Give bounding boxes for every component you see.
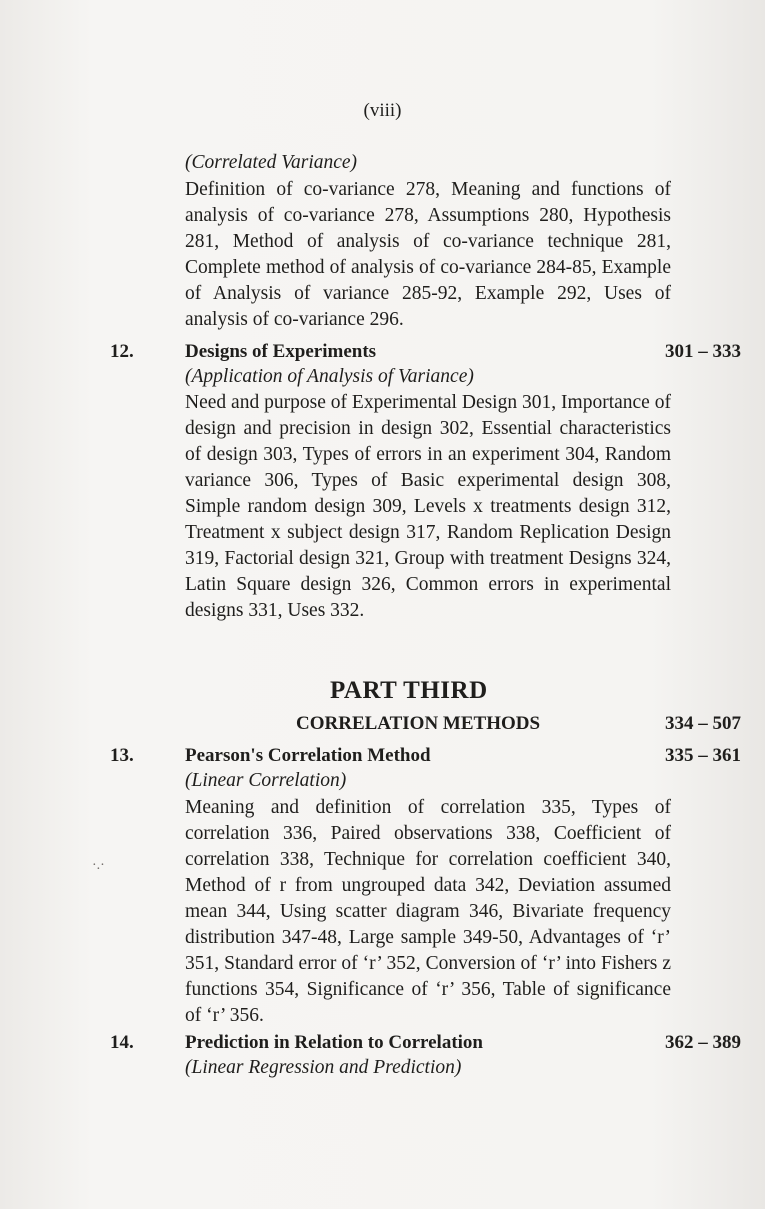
part-subtitle: CORRELATION METHODS xyxy=(296,713,541,734)
chapter-12-title: Designs of Experiments xyxy=(185,341,377,362)
intro-text: Definition of co-variance 278, Meaning and functions of analysis of co-variance 278, Assumptions 280, Hypothesis 281, Method of analysis of co-variance technique 281, Complete method of analysis of co-variance 284-85, Example of Analysis of variance 285-92, Example 292, Uses of analysis of co-variance 296. xyxy=(185,179,671,330)
chapter-13-title: Pearson's Correlation Method xyxy=(185,745,431,766)
chapter-12-number: 12. xyxy=(110,341,134,362)
chapter-14-number: 14. xyxy=(110,1032,134,1053)
chapter-13-number: 13. xyxy=(110,745,134,766)
chapter-13-text: Meaning and definition of correlation 335, Types of correlation 336, Paired observations 338, Coefficient of correlation 338, Technique for correlation coefficient 340, Method of r from ungrouped data 342, Deviation assumed mean 344, Using scatter diagram 346, Bivariate frequency distribution 347-48, Large sample 349-50, Advantages of ‘r’ 351, Standard error of ‘r’ 352, Conversion of ‘r’ into Fishers z functions 354, Significance of ‘r’ 356, Table of significance of ‘r’ 356. xyxy=(185,797,671,1026)
chapter-13-page-range: 335 – 361 xyxy=(665,745,741,766)
part-page-range: 334 – 507 xyxy=(665,713,741,734)
chapter-14-page-range: 362 – 389 xyxy=(665,1032,741,1053)
chapter-13-subtitle: (Linear Correlation) xyxy=(185,770,347,791)
chapter-12-text: Need and purpose of Experimental Design 301, Importance of design and precision in design 302, Essential characteristics of design 303, Types of errors in an experiment 304, Random variance 306, Types of Basic experimental design 308, Simple random design 309, Levels x treatments design 312, Treatment x subject design 317, Random Replication Design 319, Factorial design 321, Group with treatment Designs 324, Latin Square design 326, Common errors in experimental designs 331, Uses 332. xyxy=(185,392,671,621)
chapter-14-subtitle: (Linear Regression and Prediction) xyxy=(185,1057,462,1078)
chapter-12-subtitle: (Application of Analysis of Variance) xyxy=(185,366,474,387)
page-number: (viii) xyxy=(363,100,402,121)
chapter-14-title: Prediction in Relation to Correlation xyxy=(185,1032,483,1053)
intro-subtitle: (Correlated Variance) xyxy=(185,152,358,173)
chapter-12-page-range: 301 – 333 xyxy=(665,341,741,362)
part-title: PART THIRD xyxy=(330,677,488,704)
print-speck-mark: ·.· xyxy=(92,858,105,873)
